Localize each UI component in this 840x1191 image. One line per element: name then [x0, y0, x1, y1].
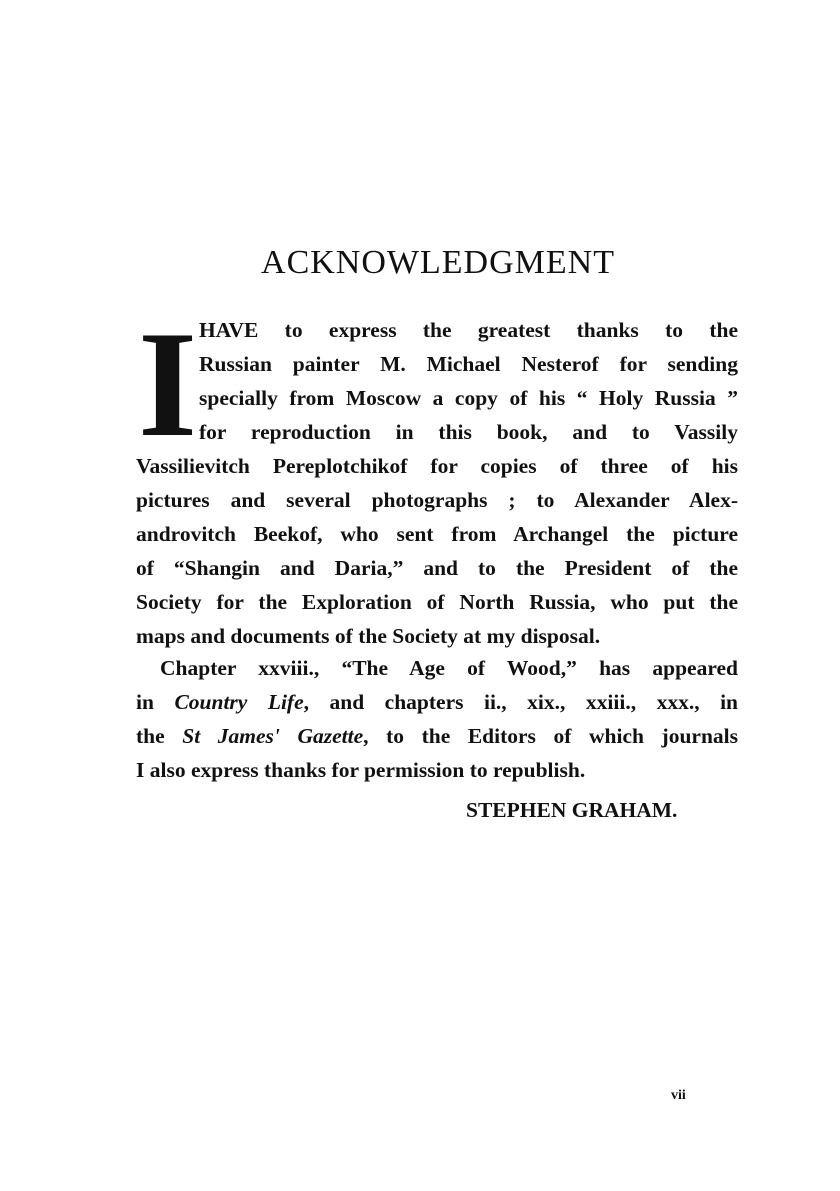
text-line-2: Russian painter M. Michael Nesterof for sending — [199, 352, 738, 376]
text-line-13 — [136, 726, 738, 748]
text-line-13-post: , to the Editors of which journals — [363, 724, 738, 748]
text-line-8: of “Shangin and Daria,” and to the President of the — [136, 556, 738, 580]
drop-cap-initial: I — [138, 300, 198, 468]
text-line-7: androvitch Beekof, who sent from Archangel the picture — [136, 522, 738, 546]
text-line-1: HAVE to express the greatest thanks to the — [199, 318, 738, 342]
text-line-6: pictures and several photographs ; to Alexander Alex- — [136, 488, 738, 512]
text-line-12 — [136, 692, 738, 714]
text-line-12-pre: in — [136, 690, 175, 714]
text-line-14: I also express thanks for permission to republish. — [136, 758, 586, 782]
page-number: vii — [671, 1088, 686, 1103]
periodical-country-life: Country Life — [174, 690, 304, 714]
text-line-4: for reproduction in this book, and to Vassily — [199, 420, 738, 444]
text-line-10: maps and documents of the Society at my disposal. — [136, 624, 601, 648]
text-line-3: specially from Moscow a copy of his “ Holy Russia ” — [199, 386, 738, 410]
text-line-12-post: , and chapters ii., xix., xxiii., xxx., in — [303, 690, 738, 714]
text-line-13-pre: the — [136, 724, 183, 748]
page-title: ACKNOWLEDGMENT — [261, 244, 615, 281]
author-signature: STEPHEN GRAHAM. — [466, 798, 678, 822]
text-line-11: Chapter xxviii., “The Age of Wood,” has appeared — [160, 656, 738, 680]
text-line-5: Vassilievitch Pereplotchikof for copies of three of his — [136, 454, 738, 478]
periodical-st-james-gazette: St James' Gazette — [182, 724, 364, 748]
text-line-9: Society for the Exploration of North Russia, who put the — [136, 590, 738, 614]
